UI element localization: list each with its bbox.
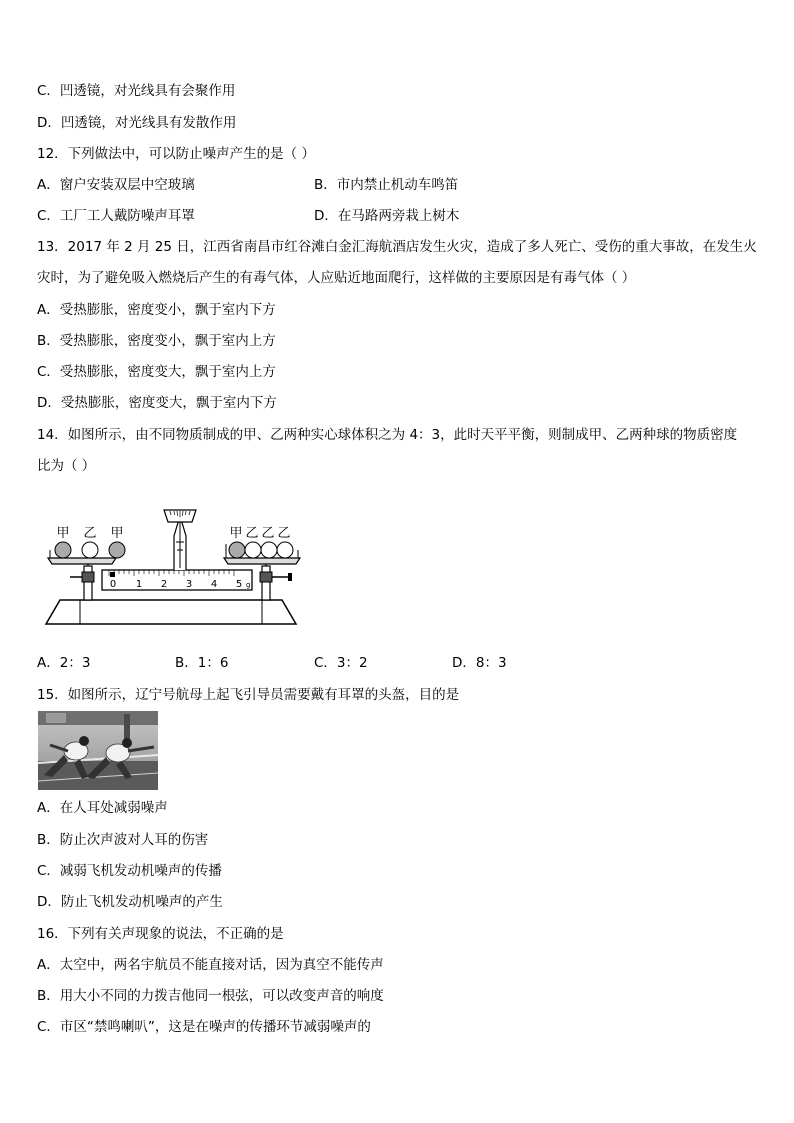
q11-option-d: D．凹透镜，对光线具有发散作用 <box>37 115 237 131</box>
q13-stem-line2: 灾时，为了避免吸入燃烧后产生的有毒气体，人应贴近地面爬行，这样做的主要原因是有毒气体（ ） <box>37 270 636 286</box>
q16-option-c: C．市区“禁鸣喇叭”，这是在噪声的传播环节减弱噪声的 <box>37 1019 371 1035</box>
right-label-yi-1: 乙 <box>245 526 259 541</box>
q13-stem-line1: 13．2017 年 2 月 25 日，江西省南昌市红谷滩白金汇海航酒店发生火灾，造成了多人死亡、受伤的重大事故，在发生火 <box>37 239 757 255</box>
q15-option-d: D．防止飞机发动机噪声的产生 <box>37 894 223 910</box>
q13-option-a: A．受热膨胀，密度变小，飘于室内下方 <box>37 302 276 318</box>
q13-option-d: D．受热膨胀，密度变大，飘于室内下方 <box>37 395 277 411</box>
scale-unit: g <box>246 581 251 589</box>
q16-stem: 16．下列有关声现象的说法，不正确的是 <box>37 926 284 942</box>
left-pan <box>48 558 116 564</box>
q14-stem-line1: 14．如图所示，由不同物质制成的甲、乙两种实心球体积之为 4：3，此时天平平衡，则制成甲、乙两种球的物质密度 <box>37 427 738 443</box>
q14-option-a: A．2：3 <box>37 655 91 671</box>
scale-tick-0: 0 <box>109 579 117 590</box>
q12-option-a: A．窗户安装双层中空玻璃 <box>37 177 195 193</box>
rider <box>110 572 115 577</box>
balance-base <box>46 600 296 624</box>
q12-option-b: B．市内禁止机动车鸣笛 <box>314 177 459 193</box>
right-ball-jia <box>229 542 245 558</box>
q12-option-d: D．在马路两旁栽上树木 <box>314 208 460 224</box>
right-leg <box>262 566 270 600</box>
q12-stem: 12．下列做法中，可以防止噪声产生的是（ ） <box>37 146 315 162</box>
q13-option-c: C．受热膨胀，密度变大，飘于室内上方 <box>37 364 276 380</box>
beam-scale <box>102 570 252 590</box>
right-label-jia: 甲 <box>229 526 243 541</box>
q16-option-a: A．太空中，两名宇航员不能直接对话，因为真空不能传声 <box>37 957 384 973</box>
left-ball-jia-2 <box>109 542 125 558</box>
left-leg <box>84 566 92 600</box>
right-ball-yi-3 <box>277 542 293 558</box>
right-ball-yi-1 <box>245 542 261 558</box>
right-label-yi-2: 乙 <box>261 526 275 541</box>
left-label-jia-1: 甲 <box>56 526 70 541</box>
left-label-yi: 乙 <box>83 526 97 541</box>
q12-option-c: C．工厂工人戴防噪声耳罩 <box>37 208 195 224</box>
deck-crew-photo <box>38 711 158 790</box>
scale-tick-4: 4 <box>210 579 218 590</box>
q15-option-a: A．在人耳处减弱噪声 <box>37 800 168 816</box>
q15-option-b: B．防止次声波对人耳的伤害 <box>37 832 209 848</box>
right-pan <box>224 558 300 564</box>
q14-option-d: D．8：3 <box>452 655 507 671</box>
q15-option-c: C．减弱飞机发动机噪声的传播 <box>37 863 222 879</box>
q16-option-b: B．用大小不同的力拨吉他同一根弦，可以改变声音的响度 <box>37 988 384 1004</box>
q14-stem-line2: 比为（ ） <box>37 458 96 474</box>
right-ball-yi-2 <box>261 542 277 558</box>
right-label-yi-3: 乙 <box>277 526 291 541</box>
left-label-jia-2: 甲 <box>110 526 124 541</box>
q14-option-c: C．3：2 <box>314 655 368 671</box>
q14-option-b: B．1：6 <box>175 655 229 671</box>
scale-tick-2: 2 <box>160 579 168 590</box>
left-ball-yi <box>82 542 98 558</box>
left-ball-jia-1 <box>55 542 71 558</box>
q11-option-c: C．凹透镜，对光线具有会聚作用 <box>37 83 236 99</box>
scale-tick-5: 5 <box>235 579 243 590</box>
scale-tick-3: 3 <box>185 579 193 590</box>
q15-stem: 15．如图所示，辽宁号航母上起飞引导员需要戴有耳罩的头盔，目的是 <box>37 687 460 703</box>
q13-option-b: B．受热膨胀，密度变小，飘于室内上方 <box>37 333 276 349</box>
balance-figure <box>40 506 302 630</box>
scale-tick-1: 1 <box>135 579 143 590</box>
